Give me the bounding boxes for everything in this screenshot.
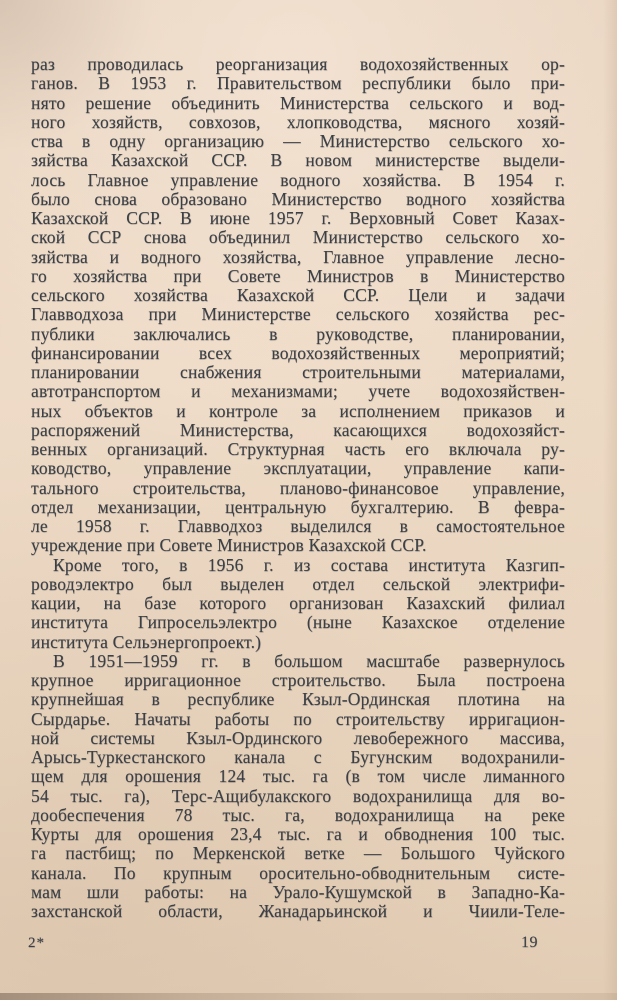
text-line: дообеспечения 78 тыс. га, водохранилища на реке bbox=[31, 804, 565, 825]
text-line: зяйства Казахской ССР. В новом министерстве выдели- bbox=[31, 150, 565, 171]
text-line: крупнейшая в республике Кзыл-Ординская плотина на bbox=[31, 689, 565, 710]
text-line: раз проводилась реорганизация водохозяйственных ор- bbox=[31, 54, 565, 74]
text-line: ководство, управление эксплуатации, управление капи- bbox=[31, 458, 565, 479]
text-line: отдел механизации, центральную бухгалтерию. В февра- bbox=[31, 496, 565, 517]
text-line: ства в одну организацию — Министерство сельского хо- bbox=[31, 131, 565, 151]
text-line: ле 1958 г. Главводхоз выделился в самостоятельное bbox=[31, 516, 565, 536]
text-line: го хозяйства при Совете Министров в Министерство bbox=[31, 265, 565, 286]
text-line: щем для орошения 124 тыс. га (в том числе лиманного bbox=[31, 766, 565, 787]
text-line: финансировании всех водохозяйственных мероприятий; bbox=[31, 342, 565, 363]
text-line: Казахской ССР. В июне 1957 г. Верховный Совет Казах- bbox=[31, 208, 565, 228]
text-line: лось Главное управление водного хозяйства. В 1954 г. bbox=[31, 169, 565, 190]
text-line: публики заключались в руководстве, планировании, bbox=[31, 323, 565, 344]
text-line: распоряжений Министерства, касающихся водохозяйст- bbox=[31, 419, 565, 440]
text-line: Арысь-Туркестанского канала с Бугунским водохранили- bbox=[31, 747, 565, 767]
text-line: кации, на базе которого организован Казахский филиал bbox=[31, 593, 565, 613]
page-number: 19 bbox=[521, 934, 538, 951]
text-line: га пастбищ; по Меркенской ветке — Большого Чуйского bbox=[31, 843, 565, 864]
signature-mark: 2* bbox=[28, 935, 45, 951]
text-line: планировании снабжения строительными материалами, bbox=[31, 362, 565, 382]
text-line: 54 тыс. га), Терс-Ащибулакского водохранилища для во- bbox=[31, 785, 565, 806]
text-line: крупное ирригационное строительство. Была построена bbox=[31, 670, 565, 690]
text-line: захстанской области, Жанадарьинской и Чиили-Теле- bbox=[31, 901, 565, 921]
text-line: института Сельэнергопроект.) bbox=[31, 631, 262, 652]
text-line: венных организаций. Структурная часть его включала ру- bbox=[31, 439, 565, 459]
text-line: нято решение объединить Министерства сельского и вод- bbox=[31, 92, 565, 113]
text-line: Сырдарье. Начаты работы по строительству ирригацион- bbox=[31, 708, 565, 729]
text-line: ного хозяйств, совхозов, хлопководства, мясного хозяй- bbox=[31, 111, 565, 132]
text-line: Курты для орошения 23,4 тыс. га и обводнения 100 тыс. bbox=[31, 824, 565, 844]
text-line: учреждение при Совете Министров Казахской ССР. bbox=[31, 535, 427, 556]
text-line: института Гипросельэлектро (ныне Казахское отделение bbox=[31, 612, 565, 633]
text-line: В 1951—1959 гг. в большом масштабе развернулось bbox=[53, 650, 565, 671]
text-line: канала. По крупным оросительно-обводнительным систе- bbox=[31, 862, 565, 883]
paragraph bbox=[31, 55, 565, 556]
text-line: тального строительства, планово-финансовое управление, bbox=[31, 477, 565, 498]
text-line: Главводхоза при Министерстве сельского хозяйства рес- bbox=[31, 304, 565, 325]
text-line: ганов. В 1953 г. Правительством республики было при- bbox=[31, 73, 565, 94]
text-block bbox=[31, 55, 565, 921]
paragraph bbox=[31, 652, 565, 922]
text-line: мам шли работы: на Урало-Кушумской в Западно-Ка- bbox=[31, 881, 565, 902]
text-line: роводэлектро был выделен отдел сельской электрифи- bbox=[31, 573, 565, 594]
text-line: автотранспортом и механизмами; учете водохозяйствен- bbox=[31, 381, 565, 402]
text-line: ных объектов и контроле за исполнением приказов и bbox=[31, 400, 565, 421]
text-line: Кроме того, в 1956 г. из состава института Казгип- bbox=[53, 554, 565, 575]
text-line: ской ССР снова объединил Министерство сельского хо- bbox=[31, 227, 565, 248]
paragraph bbox=[31, 556, 565, 652]
text-line: ной системы Кзыл-Ординского левобережного массива, bbox=[31, 727, 565, 748]
text-line: сельского хозяйства Казахской ССР. Цели и задачи bbox=[31, 285, 565, 305]
text-line: было снова образовано Министерство водного хозяйства bbox=[31, 188, 565, 209]
text-line: зяйства и водного хозяйства, Главное управление лесно- bbox=[31, 246, 565, 267]
